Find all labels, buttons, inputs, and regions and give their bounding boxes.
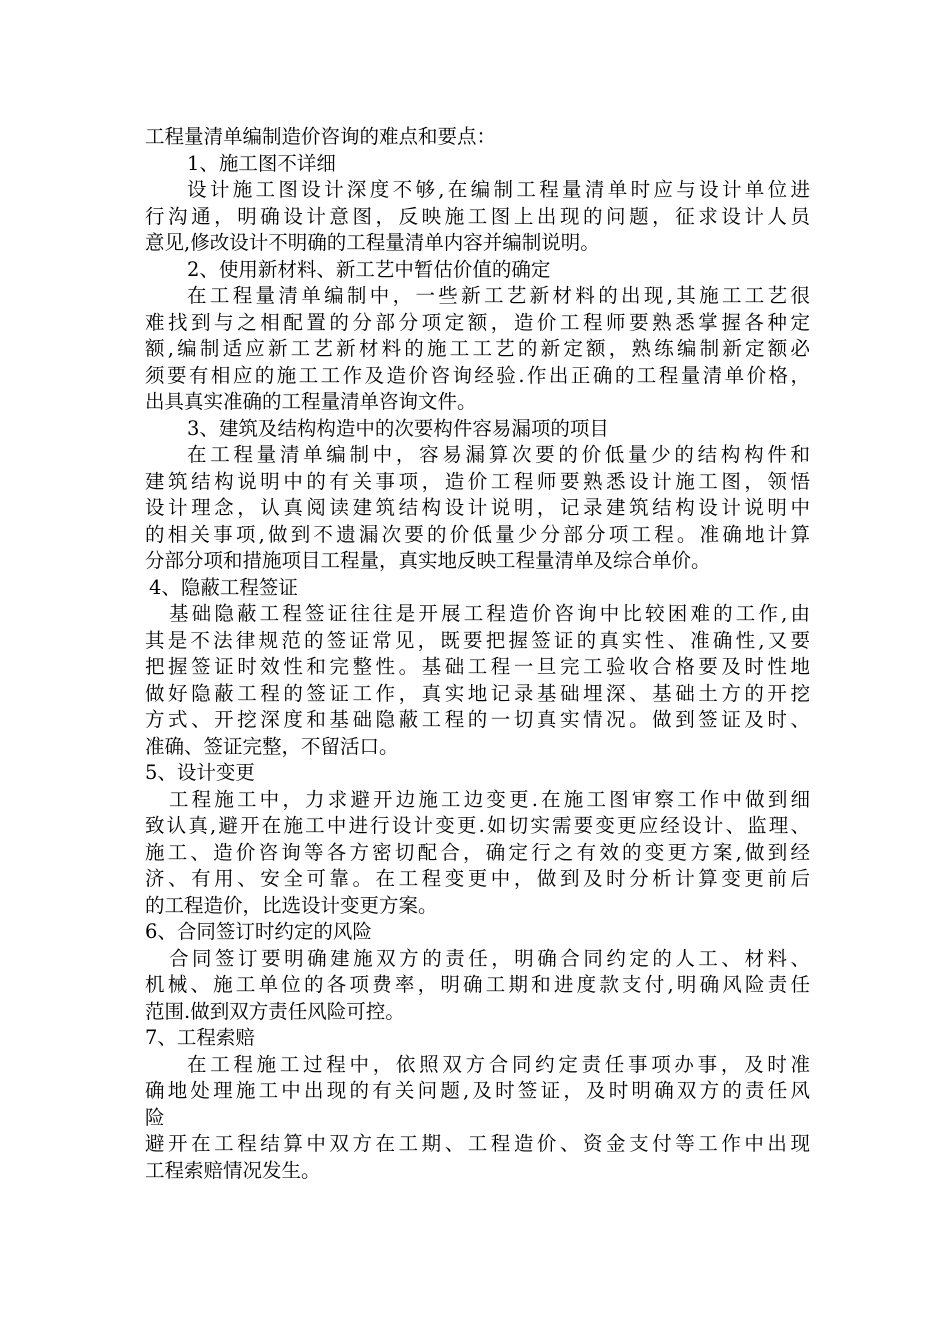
text-line: 意见,修改设计不明确的工程量清单内容并编制说明。 xyxy=(145,231,600,254)
text-line: 致认真,避开在施工中进行设计变更.如切实需要变更应经设计、监理、 xyxy=(145,814,810,837)
text-line: 的相关事项,做到不遗漏次要的价低量少分部分项工程。准确地计算 xyxy=(145,522,810,546)
text-line: 方式、开挖深度和基础隐蔽工程的一切真实情况。做到签证及时、 xyxy=(145,708,810,731)
text-line: 的工程造价，比选设计变更方案。 xyxy=(145,893,438,917)
text-line: 5、设计变更 xyxy=(145,761,255,784)
text-line: 额,编制适应新工艺新材料的施工工艺的新定额，熟练编制新定额必 xyxy=(145,337,810,360)
text-line: 基础隐蔽工程签证往往是开展工程造价咨询中比较困难的工作,由 xyxy=(169,602,810,625)
text-line: 范围.做到双方责任风险可控。 xyxy=(145,999,405,1023)
text-line: 避开在工程结算中双方在工期、工程造价、资金支付等工作中出现 xyxy=(145,1132,810,1155)
text-line: 其是不法律规范的签证常见，既要把握签证的真实性、准确性,又要 xyxy=(145,628,810,652)
text-line: 济、有用、安全可靠。在工程变更中，做到及时分析计算变更前后 xyxy=(145,867,810,890)
text-line: 准确、签证完整，不留活口。 xyxy=(145,734,399,758)
text-line: 把握签证时效性和完整性。基础工程一旦完工验收合格要及时性地 xyxy=(145,655,810,678)
text-line: 6、合同签订时约定的风险 xyxy=(145,920,372,943)
text-line: 确地处理施工中出现的有关问题,及时签证，及时明确双方的责任风 xyxy=(145,1079,810,1102)
text-line: 4、隐蔽工程签证 xyxy=(149,575,298,599)
document-body xyxy=(145,151,810,1185)
text-line: 在工程量清单编制中，一些新工艺新材料的出现,其施工工艺很 xyxy=(187,284,810,307)
text-line: 7、工程索赔 xyxy=(145,1026,255,1049)
document-title: 工程量清单编制造价咨询的难点和要点： xyxy=(145,125,497,148)
text-line: 行沟通，明确设计意图，反映施工图上出现的问题，征求设计人员 xyxy=(145,204,810,228)
text-line: 分部分项和措施项目工程量，真实地反映工程量清单及综合单价。 xyxy=(145,549,711,572)
text-line: 工程施工中，力求避开边施工边变更.在施工图审察工作中做到细 xyxy=(169,787,810,811)
text-line: 出具真实准确的工程量清单咨询文件。 xyxy=(145,390,477,413)
text-line: 2、使用新材料、新工艺中暂估价值的确定 xyxy=(187,257,551,281)
text-line: 3、建筑及结构构造中的次要构件容易漏项的项目 xyxy=(187,416,609,440)
text-line: 合同签订要明确建施双方的责任，明确合同约定的人工、材料、 xyxy=(169,946,810,970)
text-line: 在工程施工过程中，依照双方合同约定责任事项办事，及时准 xyxy=(187,1052,810,1076)
text-line: 建筑结构说明中的有关事项，造价工程师要熟悉设计施工图，领悟 xyxy=(145,469,810,493)
text-line: 难找到与之相配置的分部分项定额，造价工程师要熟悉掌握各种定 xyxy=(145,310,810,334)
text-line: 险 xyxy=(145,1105,165,1129)
text-line: 机械、施工单位的各项费率，明确工期和进度款支付,明确风险责任 xyxy=(145,973,810,996)
text-line: 做好隐蔽工程的签证工作，真实地记录基础埋深、基础土方的开挖 xyxy=(145,681,810,705)
text-line: 在工程量清单编制中，容易漏算次要的价低量少的结构构件和 xyxy=(187,443,810,466)
text-line: 施工、造价咨询等各方密切配合，确定行之有效的变更方案,做到经 xyxy=(145,840,810,864)
text-line: 须要有相应的施工工作及造价咨询经验.作出正确的工程量清单价格， xyxy=(145,363,810,387)
text-line: 设计施工图设计深度不够,在编制工程量清单时应与设计单位进 xyxy=(187,178,810,201)
text-line: 设计理念，认真阅读建筑结构设计说明，记录建筑结构设计说明中 xyxy=(145,496,810,519)
text-line: 工程索赔情况发生。 xyxy=(145,1158,321,1182)
document-page xyxy=(145,124,810,1184)
text-line: 1、施工图不详细 xyxy=(187,151,336,175)
